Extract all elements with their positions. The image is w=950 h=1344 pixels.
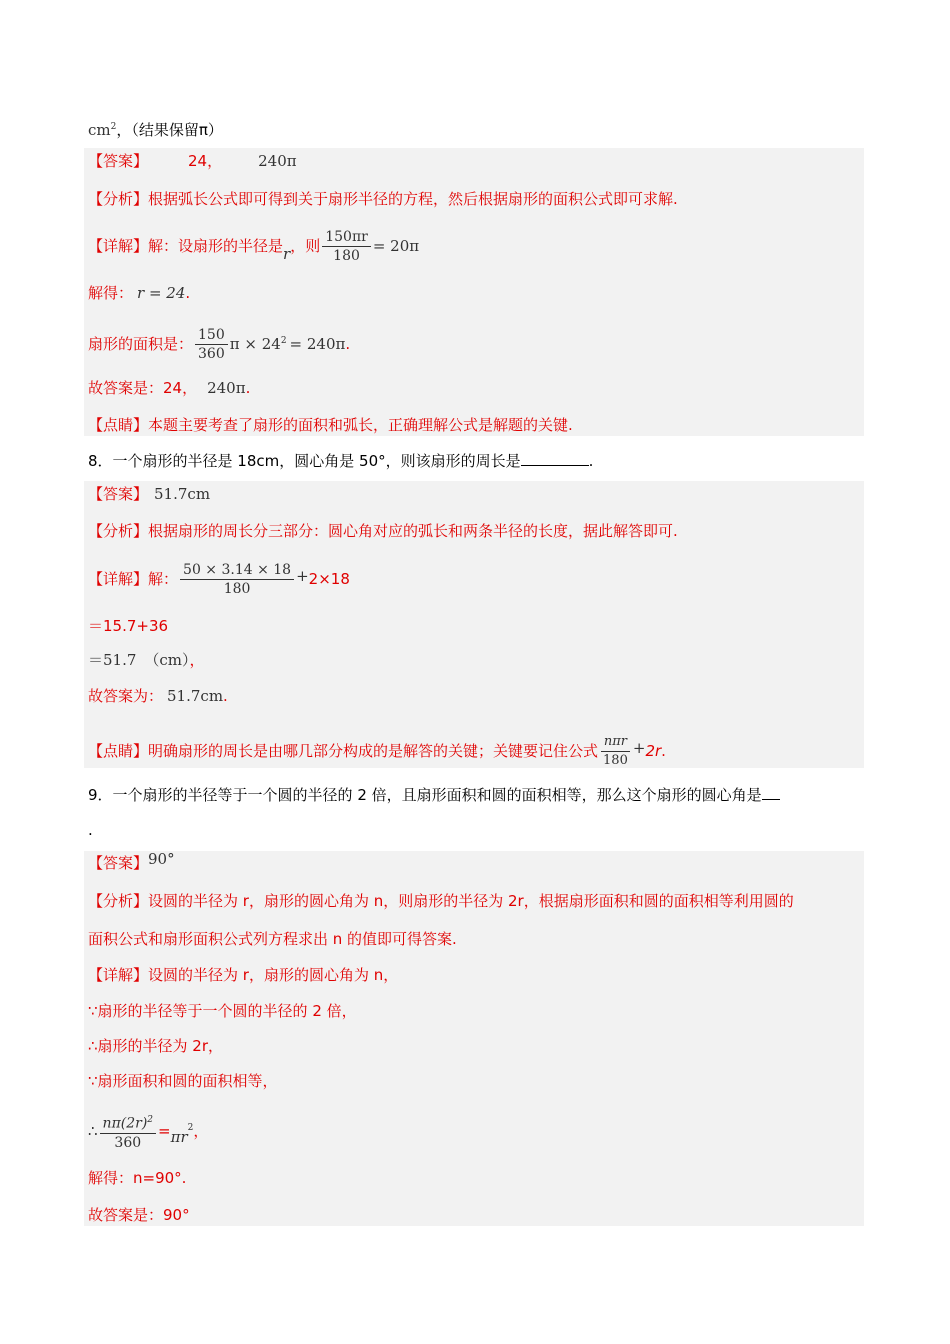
q8-detail: 【详解】解： $\frac{50 \times 3.14 \times 18}{180}$ +2×18 [88,562,350,597]
fraction: $\frac{150\pi r}{180}$ [322,228,371,265]
q9-because2: ∵扇形面积和圆的面积相等， [88,1072,278,1090]
q9-analysis-line2: 面积公式和扇形面积公式列方程求出 n 的值即可得答案. [88,930,457,948]
q7-answer: 【答案】 24， 240π [88,152,297,170]
fraction: $\frac{50 \times 3.14 \times 18}{180}$ [180,561,294,598]
q7-solve: 解得： r = 24. [88,284,191,302]
q8-answer: 【答案】 51.7cm [88,485,211,503]
answer-blank [521,451,589,466]
q9-final: 故答案是：90° [88,1206,190,1224]
q8-final: 故答案为： 51.7cm. [88,687,228,705]
answer-blank [762,785,780,800]
q7-analysis: 【分析】根据弧长公式即可得到关于扇形半径的方程，然后根据扇形的面积公式即可求解. [88,190,678,208]
q9-therefore1: ∴扇形的半径为 2r， [88,1037,224,1055]
q7-question-tail: $cm^2$，（结果保留π） [88,121,223,139]
q9-equation: ∴ $\frac{n\pi(2r)^2}{360}$ $=\pi r^2$， [88,1111,208,1152]
q7-final: 故答案是：24， 240π. [88,379,251,397]
q9-analysis-line1: 【分析】设圆的半径为 r，扇形的圆心角为 n，则扇形的半径为 2r，根据扇形面积和圆的面积相等利用圆的 [88,892,794,910]
q9-because1: ∵扇形的半径等于一个圆的半径的 2 倍， [88,1002,357,1020]
q8-question: 8．一个扇形的半径是 18cm，圆心角是 50°，则该扇形的周长是 . [88,452,594,470]
q7-comment: 【点睛】本题主要考查了扇形的面积和弧长，正确理解公式是解题的关键. [88,416,573,434]
fraction: $\frac{n\pi(2r)^2}{360}$ [100,1111,156,1152]
q8-comment: 【点睛】明确扇形的周长是由哪几部分构成的是解答的关键；关键要记住公式 $\frac{\text{nπr}}{180}$ +2r. [88,734,666,768]
q8-step1: ＝15.7+36 [88,617,169,635]
q9-detail: 【详解】设圆的半径为 r，扇形的圆心角为 n， [88,966,399,984]
q8-analysis: 【分析】根据扇形的周长分三部分：圆心角对应的弧长和两条半径的长度，据此解答即可. [88,522,678,540]
fraction: $\frac{\text{nπr}}{180}$ [600,733,631,770]
q9-answer: 【答案】90° [88,850,175,872]
q9-question: 9．一个扇形的半径等于一个圆的半径的 2 倍，且扇形面积和圆的面积相等，那么这个扇形的圆心角是 [88,785,780,805]
q9-solve: 解得：n=90°. [88,1169,187,1187]
q9-question-end: . [88,821,93,839]
unit: cm [88,121,111,139]
q8-step2: ＝51.7 （cm）， [88,651,205,669]
fraction: $\frac{150}{360}$ [195,326,228,363]
q7-area: 扇形的面积是： $\frac{150}{360}$ $\pi \times 24^2 = 240\pi$. [88,327,351,362]
q7-detail: 【详解】解：设扇形的半径是r，则 $\frac{150\pi r}{180}$ = 20π [88,229,420,264]
